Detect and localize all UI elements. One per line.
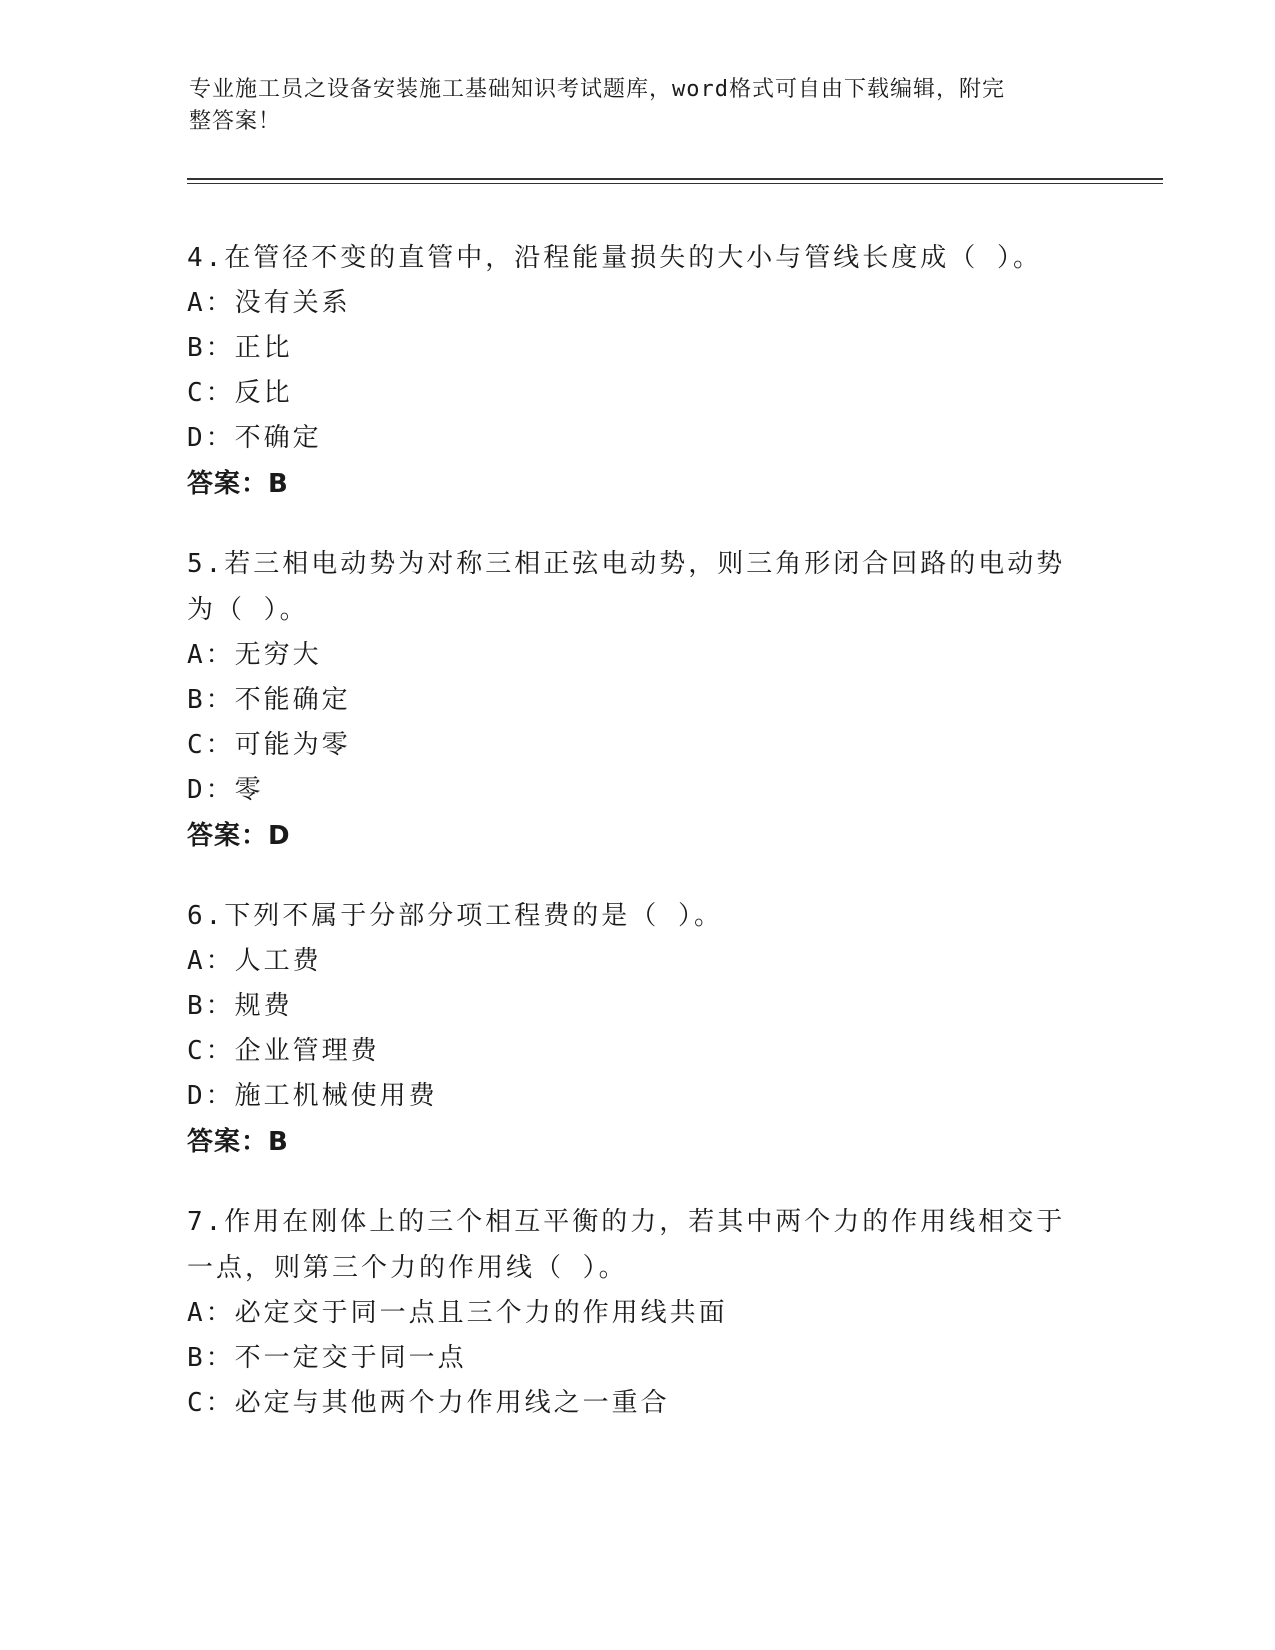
option-a: A：必定交于同一点且三个力的作用线共面: [187, 1298, 728, 1328]
question-text: 5.若三相电动势为对称三相正弦电动势，则三角形闭合回路的电动势为（ ）。: [187, 549, 1066, 625]
header-divider-thin: [187, 183, 1163, 184]
question-text: 4.在管径不变的直管中，沿程能量损失的大小与管线长度成（ ）。: [187, 243, 1042, 273]
question-list: [187, 235, 1087, 1460]
option-d: D：施工机械使用费: [187, 1081, 438, 1111]
option-a: A：人工费: [187, 946, 322, 976]
option-d: D：零: [187, 775, 264, 805]
option-c: C：企业管理费: [187, 1036, 380, 1066]
option-a: A：没有关系: [187, 288, 351, 318]
document-header: [189, 74, 1089, 138]
option-c: C：反比: [187, 378, 293, 408]
option-a: A：无穷大: [187, 640, 322, 670]
question-text: 7.作用在刚体上的三个相互平衡的力，若其中两个力的作用线相交于一点，则第三个力的作用线（ ）。: [187, 1207, 1066, 1283]
answer-line: 答案：B: [187, 1127, 289, 1157]
answer-line: 答案：B: [187, 469, 289, 499]
question-6: [187, 893, 1087, 1165]
answer-line: 答案：D: [187, 821, 291, 851]
option-b: B：规费: [187, 991, 293, 1021]
question-7: [187, 1199, 1087, 1426]
option-b: B：正比: [187, 333, 293, 363]
option-c: C：必定与其他两个力作用线之一重合: [187, 1388, 670, 1418]
header-line-2: 整答案！: [189, 109, 282, 134]
question-4: [187, 235, 1087, 507]
question-text: 6.下列不属于分部分项工程费的是（ ）。: [187, 901, 723, 931]
option-c: C：可能为零: [187, 730, 351, 760]
header-line-1: 专业施工员之设备安装施工基础知识考试题库，word格式可自由下载编辑，附完: [189, 77, 1005, 102]
header-divider-thick: [187, 178, 1163, 180]
option-b: B：不能确定: [187, 685, 351, 715]
question-5: [187, 541, 1087, 859]
option-b: B：不一定交于同一点: [187, 1343, 467, 1373]
option-d: D：不确定: [187, 423, 322, 453]
